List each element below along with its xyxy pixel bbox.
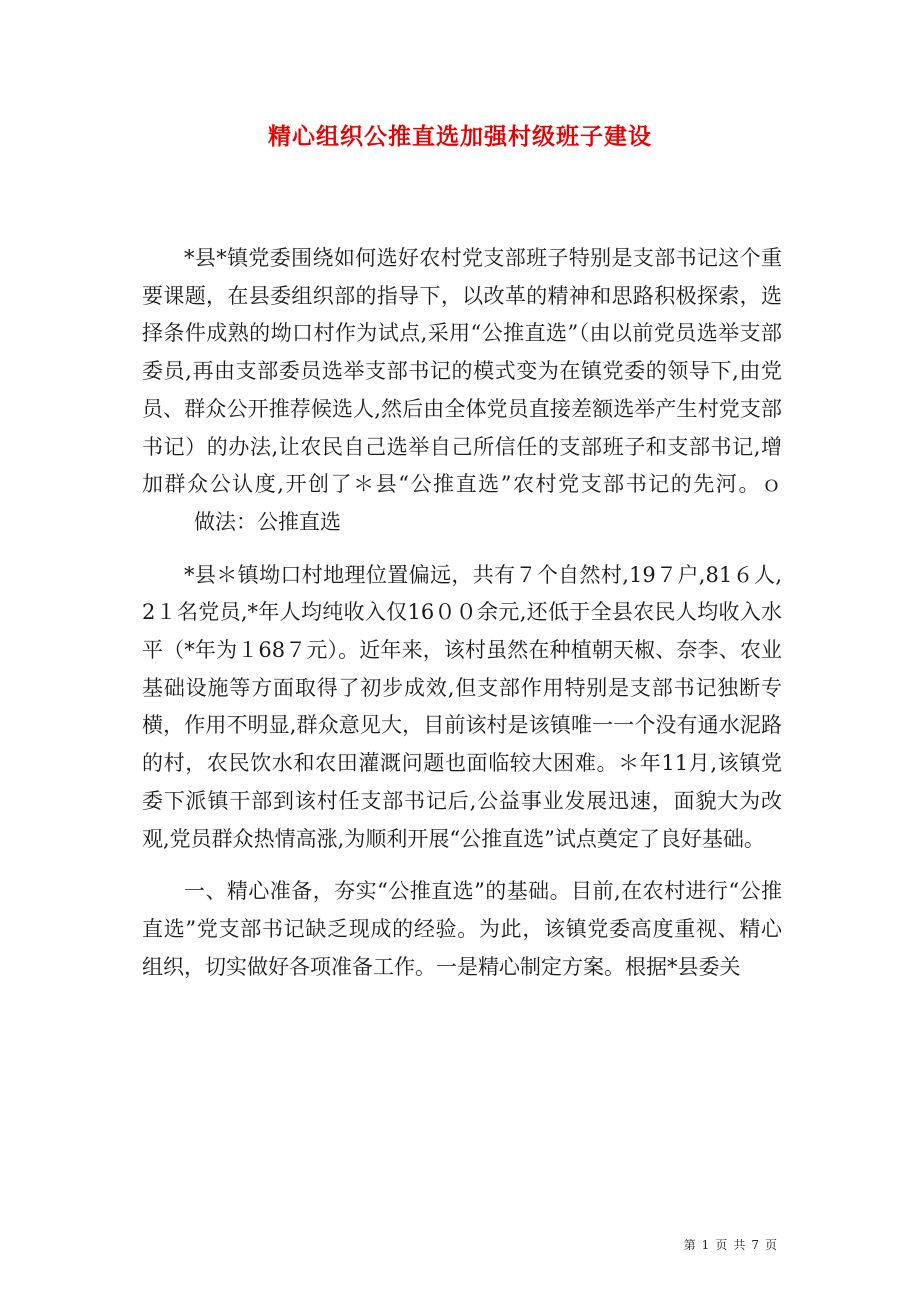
paragraph-1 (142, 240, 782, 542)
document-title: 精心组织公推直选加强村级班子建设 (268, 123, 652, 150)
paragraph-1-marker: ｏ (761, 472, 782, 497)
footer-total-pages: 7 (751, 1238, 759, 1252)
page-footer (681, 1236, 780, 1253)
document-body (142, 240, 782, 986)
footer-suffix: 页 (764, 1238, 777, 1252)
footer-current-page: 1 (701, 1238, 710, 1252)
paragraph-1-text: *县*镇党委围绕如何选好农村党支部班子特别是支部书记这个重要课题，在县委组织部的指导下，以改革的精神和思路积极探索，选择条件成熟的坳口村作为试点,采用“公推直选”（由以前党员选举支部委员,再由支部委员选举支部书记的模式变为在镇党委的领导下,由党员、群众公开推荐候选人,然后由全体党员直接差额选举产生村党支部书记）的办法,让农民自己选举自己所信任的支部班子和支部书记,增加群众公认度,开创了＊县“公推直选”农村党支部书记的先河。 (142, 246, 782, 497)
paragraph-3: 一、精心准备，夯实“公推直选”的基础。目前,在农村进行“公推直选”党支部书记缺乏现成的经验。为此，该镇党委高度重视、精心组织，切实做好各项准备工作。一是精心制定方案。根据*县委关 (142, 879, 782, 979)
paragraph-1-tail: 做法：公推直选 (194, 509, 341, 534)
footer-prefix: 第 (683, 1238, 696, 1252)
footer-total-word: 共 (733, 1238, 746, 1252)
footer-page-word: 页 (715, 1238, 728, 1252)
paragraph-2: *县＊镇坳口村地理位置偏远，共有７个自然村,19７户,81６人,2１名党员,*年人均纯收入仅16００余元,还低于全县农民人均收入水平（*年为１68７元）。近年来，该村虽然在种植朝天椒、奈李、农业基础设施等方面取得了初步成效,但支部作用特别是支部书记独断专横，作用不明显,群众意见大，目前该村是该镇唯一一个没有通水泥路的村，农民饮水和农田灌溉问题也面临较大困难。＊年11月,该镇党委下派镇干部到该村任支部书记后,公益事业发展迅速，面貌大为改观,党员群众热情高涨,为顺利开展“公推直选”试点奠定了良好基础。 (142, 562, 782, 851)
